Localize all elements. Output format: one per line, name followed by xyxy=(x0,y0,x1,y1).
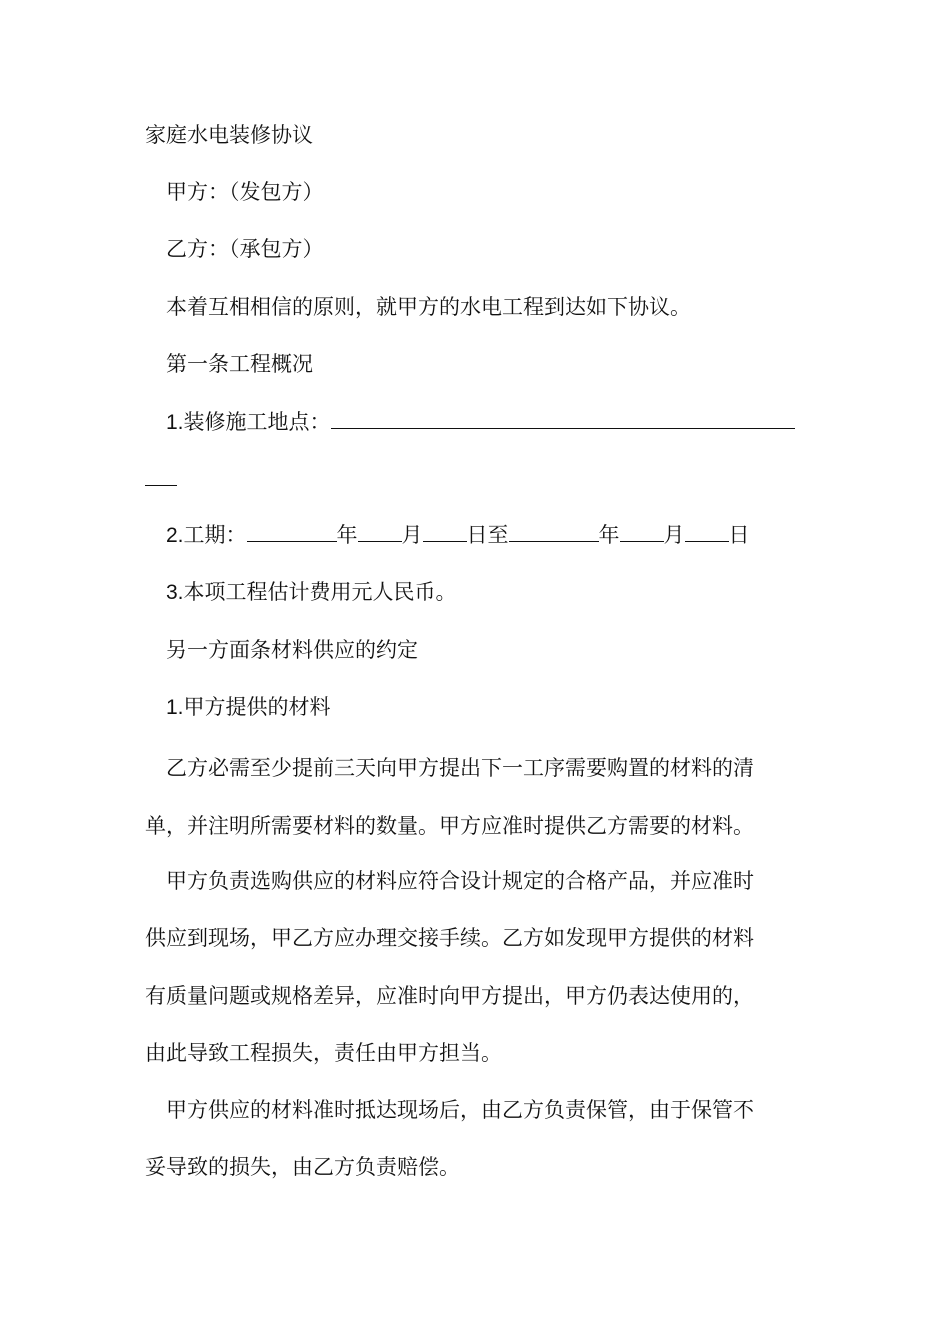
item-number: 1. xyxy=(166,696,184,719)
item-number: 1. xyxy=(166,411,184,434)
site-address-line xyxy=(166,407,795,438)
paragraph-line: 妥导致的损失，由乙方负责赔偿。 xyxy=(145,1155,460,1179)
start-day-blank xyxy=(423,521,467,542)
start-year-blank xyxy=(247,521,337,542)
paragraph-line: 甲方负责选购供应的材料应符合设计规定的合格产品，并应准时 xyxy=(166,869,754,893)
materials-item-text: 甲方提供的材料 xyxy=(183,695,331,719)
paragraph-line: 供应到现场，甲乙方应办理交接手续。乙方如发现甲方提供的材料 xyxy=(145,926,754,950)
party-a-line: 甲方：（发包方） xyxy=(166,180,324,204)
paragraph-line: 有质量问题或规格差异，应准时向甲方提出，甲方仍表达使用的， xyxy=(145,984,754,1008)
day-to-label: 日至 xyxy=(466,523,509,547)
estimated-cost-line xyxy=(166,577,457,608)
month-label: 月 xyxy=(401,523,423,547)
paragraph-line: 由此导致工程损失，责任由甲方担当。 xyxy=(145,1041,502,1065)
article-1-heading: 第一条工程概况 xyxy=(166,352,313,376)
year-label: 年 xyxy=(336,523,358,547)
article-2-heading: 另一方面条材料供应的约定 xyxy=(166,638,418,662)
site-address-continuation xyxy=(145,464,177,494)
paragraph-line: 甲方供应的材料准时抵达现场后，由乙方负责保管，由于保管不 xyxy=(166,1098,754,1122)
schedule-label: 工期： xyxy=(183,523,247,547)
end-day-blank xyxy=(685,521,729,542)
day-label: 日 xyxy=(728,523,750,547)
preamble-paragraph: 本着互相相信的原则，就甲方的水电工程到达如下协议。 xyxy=(166,295,691,319)
year-label: 年 xyxy=(598,523,620,547)
end-year-blank xyxy=(509,521,599,542)
materials-item-line xyxy=(166,692,331,723)
party-b-line: 乙方：（承包方） xyxy=(166,237,324,261)
item-number: 2. xyxy=(166,524,184,547)
start-month-blank xyxy=(358,521,402,542)
site-address-blank xyxy=(331,408,795,429)
paragraph-line: 乙方必需至少提前三天向甲方提出下一工序需要购置的材料的清 xyxy=(166,756,754,780)
site-address-blank-continued xyxy=(145,465,177,486)
item-number: 3. xyxy=(166,581,184,604)
end-month-blank xyxy=(620,521,664,542)
month-label: 月 xyxy=(663,523,685,547)
paragraph-line: 单，并注明所需要材料的数量。甲方应准时提供乙方需要的材料。 xyxy=(145,814,754,838)
site-address-label: 装修施工地点： xyxy=(183,410,331,434)
document-title: 家庭水电装修协议 xyxy=(145,123,313,147)
estimated-cost-text: 本项工程估计费用元人民币。 xyxy=(183,580,457,604)
schedule-line xyxy=(166,520,750,551)
